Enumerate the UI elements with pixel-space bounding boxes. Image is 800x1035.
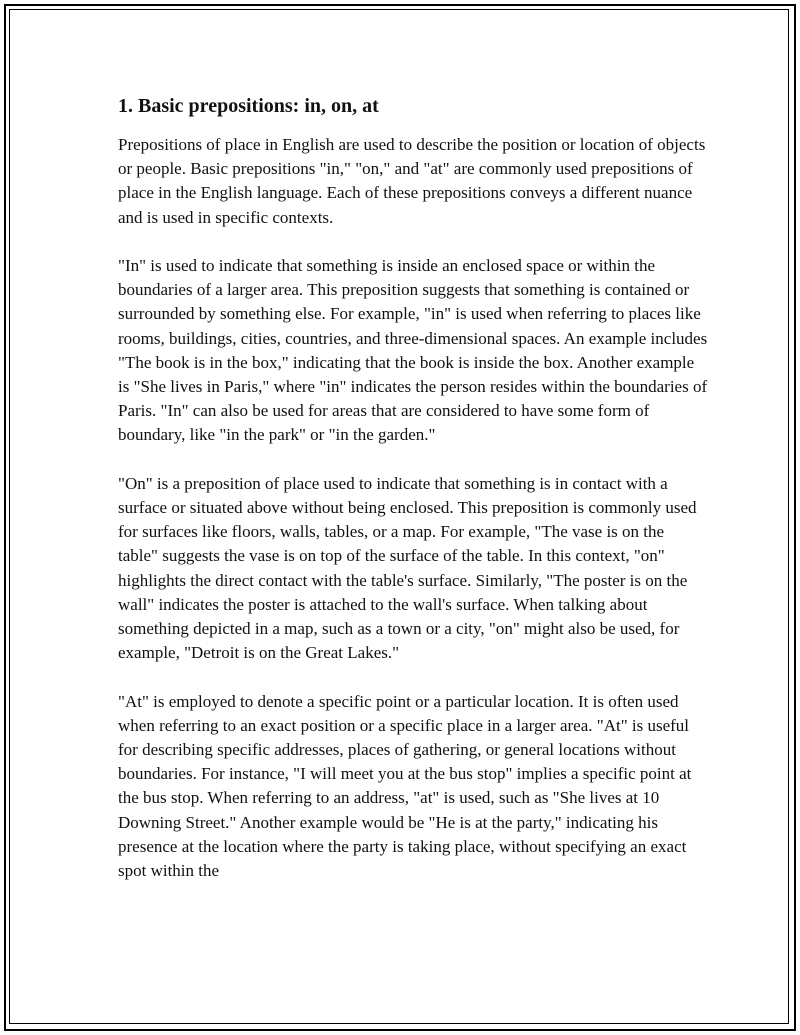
paragraph-on: "On" is a preposition of place used to indicate that something is in contact with a surface or situated above without being enclosed. This preposition is commonly used for surfaces like floors, walls, tables, or a map. For example, "The vase is on the table" suggests the vase is on top of the surface of the table. In this context, "on" highlights the direct contact with the table's surface. Similarly, "The poster is on the wall" indicates the poster is attached to the wall's surface. When talking about something depicted in a map, such as a town or a city, "on" might also be used, for example, "Detroit is on the Great Lakes." [118,473,697,663]
document-body [118,93,708,907]
paragraph-at: "At" is employed to denote a specific point or a particular location. It is often used when referring to an exact position or a specific place in a larger area. "At" is useful for describing specific addresses, places of gathering, or general locations without boundaries. For instance, "I will meet you at the bus stop" implies a specific point at the bus stop. When referring to an address, "at" is used, such as "She lives at 10 Downing Street." Another example would be "He is at the party," indicating his presence at the location where the party is taking place, without specifying an exact spot within the [118,691,692,881]
paragraph-in: "In" is used to indicate that something is inside an enclosed space or within the boundaries of a larger area. This preposition suggests that something is contained or surrounded by something else. For example, "in" is used when referring to places like rooms, buildings, cities, countries, and three-dimensional spaces. An example includes "The book is in the box," indicating that the book is inside the box. Another example is "She lives in Paris," where "in" indicates the person resides within the boundaries of Paris. "In" can also be used for areas that are considered to have some form of boundary, like "in the park" or "in the garden." [118,256,708,445]
paragraph-intro: Prepositions of place in English are used to describe the position or location of objects or people. Basic prepositions "in," "on," and "at" are commonly used prepositions of place in the English language. Each of these prepositions conveys a different nuance and is used in specific contexts. [118,135,706,227]
section-title: 1. Basic prepositions: in, on, at [118,95,379,117]
